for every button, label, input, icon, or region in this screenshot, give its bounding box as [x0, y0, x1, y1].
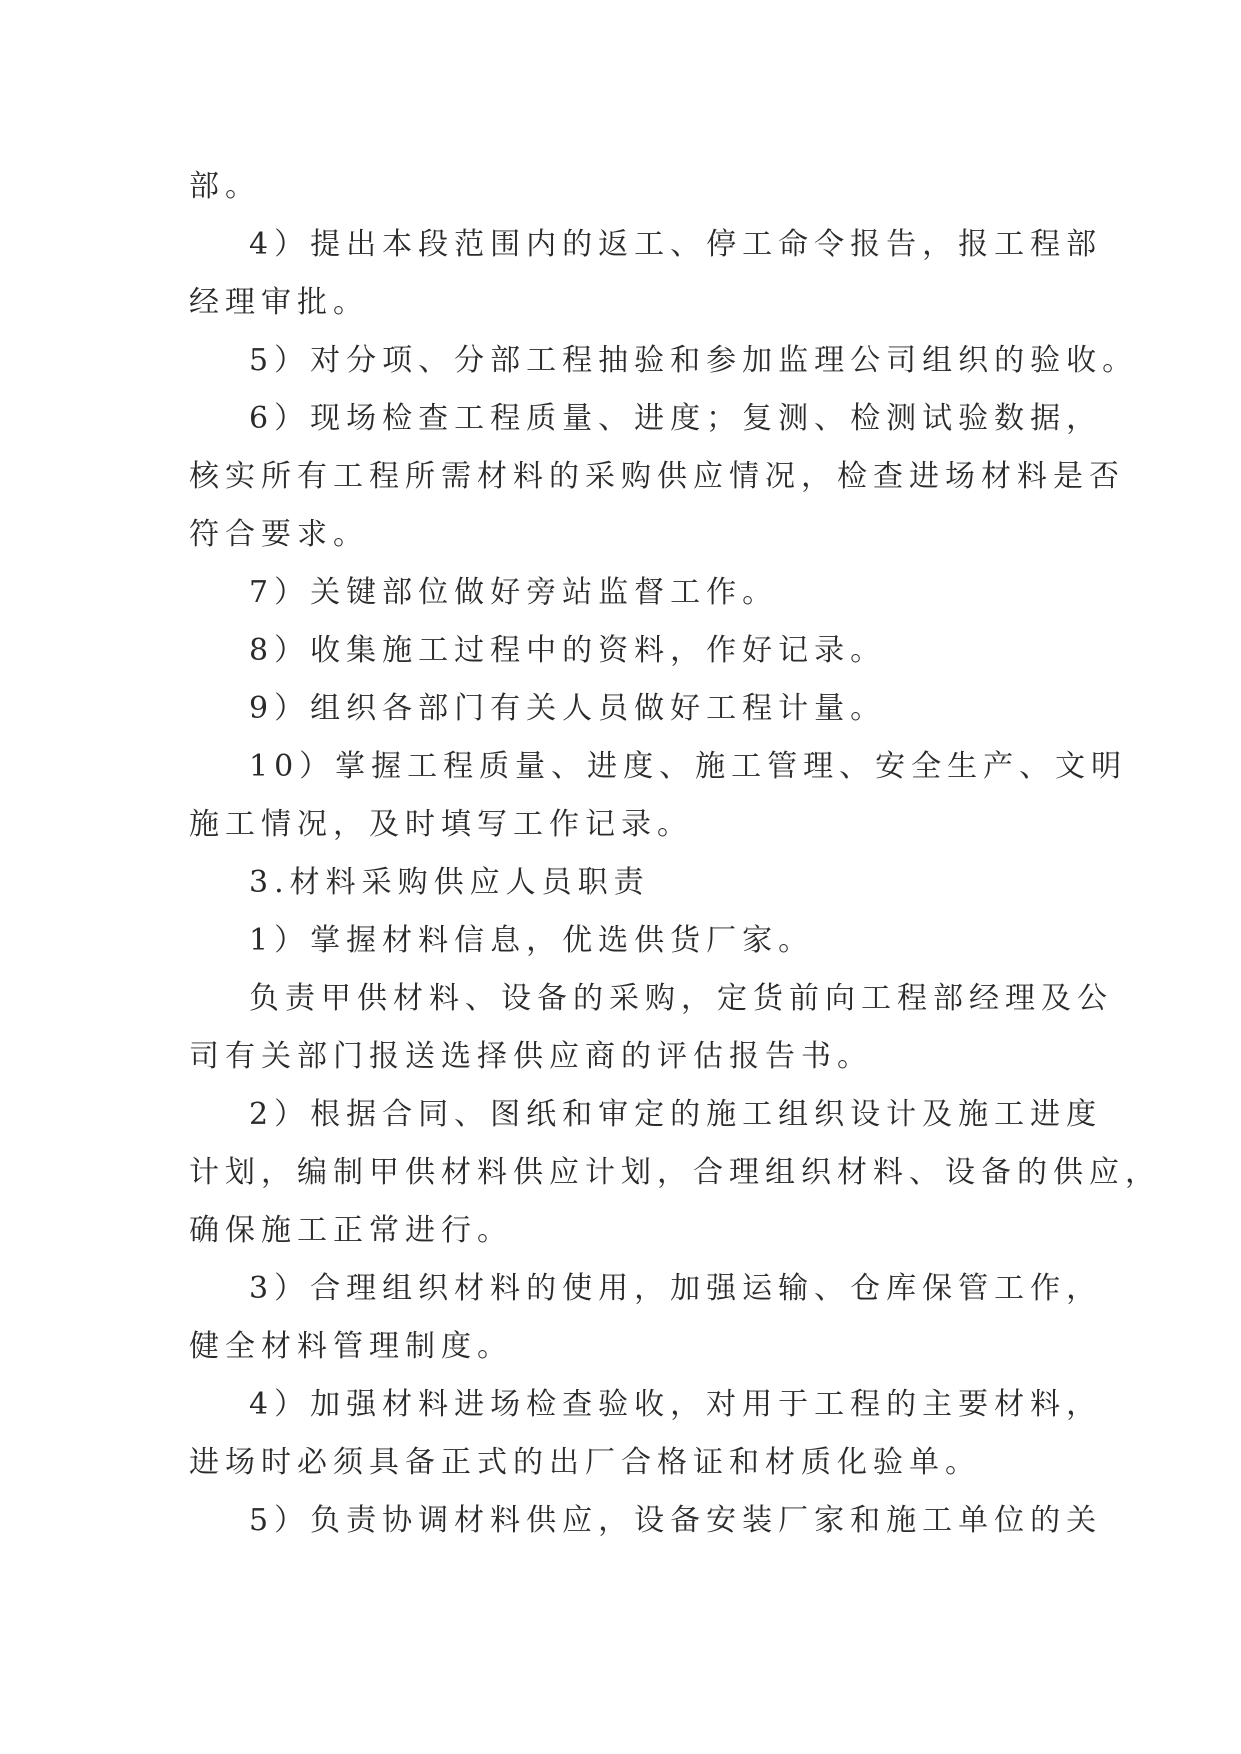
text-line: 施工情况，及时填写工作记录。: [189, 807, 693, 842]
text-line: 经理审批。: [189, 285, 369, 320]
text-line: 8）收集施工过程中的资料，作好记录。: [249, 633, 887, 668]
text-line: 部。: [189, 169, 261, 204]
text-line: 9）组织各部门有关人员做好工程计量。: [249, 691, 887, 726]
text-line: 司有关部门报送选择供应商的评估报告书。: [189, 1039, 873, 1074]
text-line: 核实所有工程所需材料的采购供应情况，检查进场材料是否: [189, 459, 1125, 494]
text-line: 2）根据合同、图纸和审定的施工组织设计及施工进度: [249, 1097, 1103, 1132]
text-line: 符合要求。: [189, 517, 369, 552]
text-line: 7）关键部位做好旁站监督工作。: [249, 575, 779, 610]
text-line: 6）现场检查工程质量、进度；复测、检测试验数据，: [249, 401, 1103, 436]
text-line: 负责甲供材料、设备的采购，定货前向工程部经理及公: [249, 981, 1113, 1016]
text-line: 4）加强材料进场检查验收，对用于工程的主要材料，: [249, 1387, 1103, 1422]
text-line: 进场时必须具备正式的出厂合格证和材质化验单。: [189, 1445, 981, 1480]
text-line: 确保施工正常进行。: [189, 1213, 513, 1248]
section-heading: 3.材料采购供应人员职责: [249, 865, 650, 900]
document-body: [189, 158, 1161, 1550]
text-line: 计划，编制甲供材料供应计划，合理组织材料、设备的供应，: [189, 1155, 1161, 1190]
text-line: 4）提出本段范围内的返工、停工命令报告，报工程部: [249, 227, 1103, 262]
text-line: 健全材料管理制度。: [189, 1329, 513, 1364]
text-line: 10）掌握工程质量、进度、施工管理、安全生产、文明: [249, 749, 1128, 784]
text-line: 1）掌握材料信息，优选供货厂家。: [249, 923, 815, 958]
text-line: 3）合理组织材料的使用，加强运输、仓库保管工作，: [249, 1271, 1103, 1306]
text-line: 5）负责协调材料供应，设备安装厂家和施工单位的关: [249, 1503, 1103, 1538]
text-line: 5）对分项、分部工程抽验和参加监理公司组织的验收。: [249, 343, 1139, 378]
